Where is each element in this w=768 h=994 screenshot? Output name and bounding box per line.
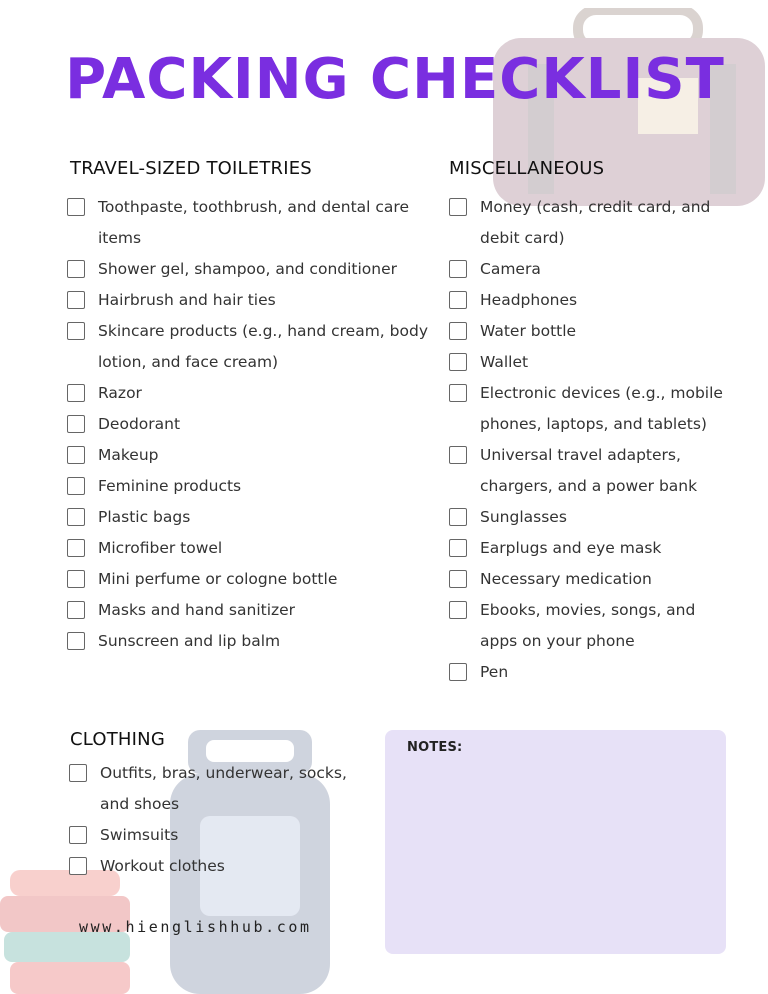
notes-label: NOTES: [407, 740, 463, 755]
toiletries-item [67, 316, 442, 378]
miscellaneous-item-label: Earplugs and eye mask [480, 539, 662, 557]
checkbox-icon[interactable] [67, 260, 85, 278]
toiletries-item-label: Plastic bags [98, 508, 191, 526]
toiletries-item [67, 409, 442, 440]
checkbox-icon[interactable] [449, 601, 467, 619]
miscellaneous-item [449, 657, 724, 688]
toiletries-item-label: Feminine products [98, 477, 242, 495]
toiletries-item [67, 285, 442, 316]
miscellaneous-item-label: Sunglasses [480, 508, 567, 526]
toiletries-checklist [67, 192, 442, 657]
miscellaneous-item [449, 192, 724, 254]
toiletries-item-label: Skincare products (e.g., hand cream, body lotion, and face cream) [98, 322, 428, 371]
checkbox-icon[interactable] [69, 857, 87, 875]
toiletries-item-label: Shower gel, shampoo, and conditioner [98, 260, 398, 278]
miscellaneous-item-label: Electronic devices (e.g., mobile phones, laptops, and tablets) [480, 384, 723, 433]
toiletries-item-label: Microfiber towel [98, 539, 223, 557]
miscellaneous-item-label: Camera [480, 260, 541, 278]
clothing-item-label: Outfits, bras, underwear, socks, and shoes [100, 764, 347, 813]
checkbox-icon[interactable] [449, 291, 467, 309]
clothing-item [69, 758, 379, 820]
checkbox-icon[interactable] [67, 415, 85, 433]
miscellaneous-item-label: Water bottle [480, 322, 577, 340]
checkbox-icon[interactable] [449, 322, 467, 340]
miscellaneous-item [449, 533, 724, 564]
checkbox-icon[interactable] [67, 539, 85, 557]
miscellaneous-item-label: Ebooks, movies, songs, and apps on your phone [480, 601, 696, 650]
checkbox-icon[interactable] [69, 764, 87, 782]
miscellaneous-item [449, 502, 724, 533]
checkbox-icon[interactable] [67, 601, 85, 619]
toiletries-item [67, 502, 442, 533]
toiletries-item-label: Hairbrush and hair ties [98, 291, 276, 309]
checkbox-icon[interactable] [449, 260, 467, 278]
miscellaneous-item [449, 285, 724, 316]
checkbox-icon[interactable] [449, 508, 467, 526]
toiletries-item-label: Toothpaste, toothbrush, and dental care items [98, 198, 409, 247]
page-title: PACKING CHECKLIST [65, 47, 725, 112]
miscellaneous-item [449, 440, 724, 502]
miscellaneous-item [449, 595, 724, 657]
toiletries-item [67, 626, 442, 657]
section-heading-toiletries: TRAVEL-SIZED TOILETRIES [70, 158, 312, 179]
checkbox-icon[interactable] [449, 539, 467, 557]
toiletries-item-label: Deodorant [98, 415, 181, 433]
website-url: www.hienglishhub.com [79, 918, 312, 936]
checkbox-icon[interactable] [67, 322, 85, 340]
checkbox-icon[interactable] [67, 384, 85, 402]
checkbox-icon[interactable] [67, 508, 85, 526]
toiletries-item-label: Razor [98, 384, 142, 402]
checkbox-icon[interactable] [449, 446, 467, 464]
miscellaneous-item-label: Money (cash, credit card, and debit card) [480, 198, 711, 247]
toiletries-item [67, 378, 442, 409]
checkbox-icon[interactable] [449, 198, 467, 216]
clothing-item [69, 851, 379, 882]
miscellaneous-item [449, 254, 724, 285]
miscellaneous-item-label: Wallet [480, 353, 529, 371]
miscellaneous-item [449, 316, 724, 347]
notes-box[interactable] [385, 730, 726, 954]
toiletries-item [67, 254, 442, 285]
checkbox-icon[interactable] [67, 291, 85, 309]
section-heading-clothing: CLOTHING [70, 729, 165, 750]
checkbox-icon[interactable] [69, 826, 87, 844]
miscellaneous-item [449, 378, 724, 440]
toiletries-item [67, 564, 442, 595]
toiletries-item [67, 595, 442, 626]
toiletries-item-label: Makeup [98, 446, 159, 464]
checkbox-icon[interactable] [67, 477, 85, 495]
toiletries-item [67, 192, 442, 254]
clothing-item-label: Workout clothes [100, 857, 225, 875]
miscellaneous-item-label: Headphones [480, 291, 578, 309]
miscellaneous-item-label: Necessary medication [480, 570, 652, 588]
toiletries-item-label: Masks and hand sanitizer [98, 601, 296, 619]
toiletries-item-label: Mini perfume or cologne bottle [98, 570, 338, 588]
checkbox-icon[interactable] [67, 198, 85, 216]
clothing-item [69, 820, 379, 851]
miscellaneous-checklist [449, 192, 724, 688]
miscellaneous-item [449, 347, 724, 378]
toiletries-item [67, 471, 442, 502]
checkbox-icon[interactable] [67, 570, 85, 588]
toiletries-item [67, 440, 442, 471]
miscellaneous-item-label: Universal travel adapters, chargers, and a power bank [480, 446, 698, 495]
section-heading-miscellaneous: MISCELLANEOUS [449, 158, 605, 179]
clothing-item-label: Swimsuits [100, 826, 179, 844]
checkbox-icon[interactable] [449, 570, 467, 588]
miscellaneous-item-label: Pen [480, 663, 509, 681]
miscellaneous-item [449, 564, 724, 595]
checkbox-icon[interactable] [449, 384, 467, 402]
checkbox-icon[interactable] [449, 353, 467, 371]
checkbox-icon[interactable] [67, 446, 85, 464]
checkbox-icon[interactable] [67, 632, 85, 650]
clothing-checklist [69, 758, 379, 882]
toiletries-item-label: Sunscreen and lip balm [98, 632, 281, 650]
toiletries-item [67, 533, 442, 564]
checkbox-icon[interactable] [449, 663, 467, 681]
